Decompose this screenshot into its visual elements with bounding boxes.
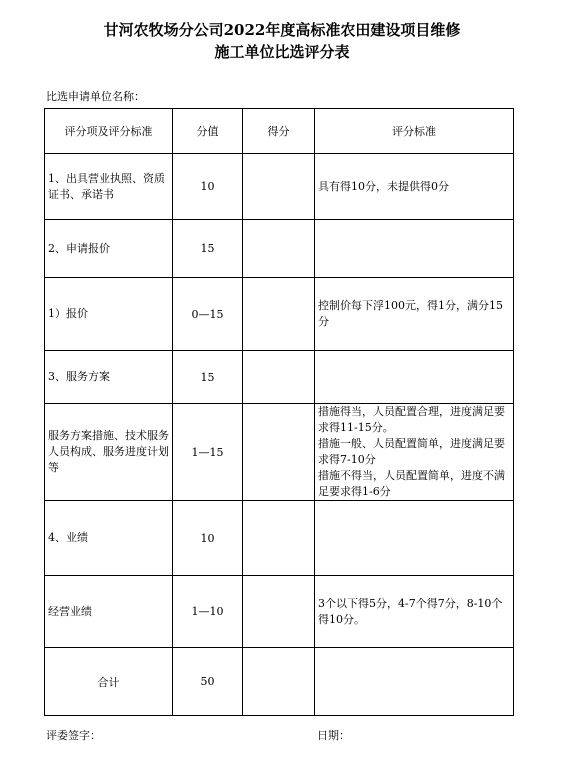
row-item: 1、出具营业执照、资质证书、承诺书 xyxy=(45,154,173,220)
row-got xyxy=(243,154,315,220)
row-score: 15 xyxy=(173,220,243,278)
date-label: 日期： xyxy=(317,729,350,742)
table-row xyxy=(45,576,514,648)
row-got xyxy=(243,576,315,648)
row-got xyxy=(243,220,315,278)
header-got: 得分 xyxy=(243,109,315,154)
row-score-total: 50 xyxy=(173,648,243,716)
table-row xyxy=(45,278,514,351)
row-criteria: 3个以下得5分，4-7个得7分，8-10个得10分。 xyxy=(315,576,514,648)
row-criteria: 措施得当，人员配置合理，进度满足要求得11-15分。 措施一般、人员配置简单，进度满足要求得7-10分 措施不得当，人员配置简单，进度不满足要求得1-6分 xyxy=(315,404,514,501)
table-row-total xyxy=(45,648,514,716)
table-row xyxy=(45,351,514,404)
scoring-table xyxy=(44,108,514,716)
row-item: 经营业绩 xyxy=(45,576,173,648)
table-row xyxy=(45,154,514,220)
applicant-name-label: 比选申请单位名称： xyxy=(46,90,145,103)
row-got xyxy=(243,404,315,501)
header-criteria: 评分标准 xyxy=(315,109,514,154)
document-title-line-2: 施工单位比选评分表 xyxy=(214,43,350,61)
row-item: 3、服务方案 xyxy=(45,351,173,404)
row-got xyxy=(243,351,315,404)
row-score: 1—10 xyxy=(173,576,243,648)
row-criteria xyxy=(315,351,514,404)
row-score: 10 xyxy=(173,154,243,220)
row-score: 15 xyxy=(173,351,243,404)
row-criteria: 控制价每下浮100元，得1分，满分15分 xyxy=(315,278,514,351)
row-item: 1）报价 xyxy=(45,278,173,351)
table-row xyxy=(45,501,514,576)
row-got xyxy=(243,278,315,351)
row-got xyxy=(243,648,315,716)
row-item: 4、业绩 xyxy=(45,501,173,576)
header-score: 分值 xyxy=(173,109,243,154)
row-score: 1—15 xyxy=(173,404,243,501)
reviewer-signature-label: 评委签字： xyxy=(46,729,101,742)
row-item: 2、申请报价 xyxy=(45,220,173,278)
row-criteria xyxy=(315,501,514,576)
table-header-row xyxy=(45,109,514,154)
row-got xyxy=(243,501,315,576)
row-score: 0—15 xyxy=(173,278,243,351)
header-item: 评分项及评分标准 xyxy=(45,109,173,154)
row-score: 10 xyxy=(173,501,243,576)
table-row xyxy=(45,404,514,501)
row-item-total: 合计 xyxy=(45,648,173,716)
document-title-line-1: 甘河农牧场分公司2022年度高标准农田建设项目维修 xyxy=(103,21,461,39)
row-criteria xyxy=(315,220,514,278)
table-row xyxy=(45,220,514,278)
row-criteria xyxy=(315,648,514,716)
row-item: 服务方案措施、技术服务人员构成、服务进度计划等 xyxy=(45,404,173,501)
row-criteria: 具有得10分，未提供得0分 xyxy=(315,154,514,220)
